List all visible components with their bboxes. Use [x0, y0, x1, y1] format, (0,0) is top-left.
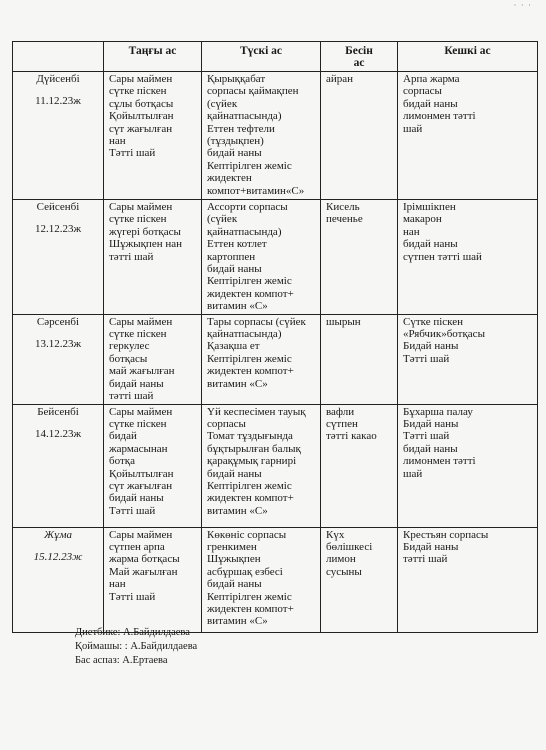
dietitian-line: Диетбике: А.Байдилдаева — [75, 627, 190, 638]
lunch-line: бидай наны — [207, 263, 262, 276]
snack-line: сүтпен — [326, 417, 358, 430]
lunch-line: Қазақша ет — [207, 340, 260, 353]
breakfast-line: Сары маймен — [109, 201, 173, 213]
lunch-line: Еттен тефтели — [207, 122, 275, 135]
lunch-line: Қырыққабат — [207, 73, 266, 85]
breakfast-line: сүтке піскен — [109, 328, 167, 341]
lunch-line: витамин «С» — [207, 300, 268, 313]
lunch-line: жидектен компот+ — [207, 287, 294, 300]
lunch-line: Үй кеспесімен тауық — [207, 405, 306, 418]
breakfast-line: Сары маймен — [109, 528, 173, 541]
header-dinner: Кешкі ас — [398, 42, 538, 72]
header-snack-line1: Бесін — [345, 45, 373, 57]
lunch-cell — [202, 72, 321, 200]
snack-line: шырын — [326, 315, 361, 328]
breakfast-line: Сары маймен — [109, 405, 173, 418]
day-cell — [13, 200, 104, 315]
snack-line: Кисель — [326, 201, 360, 213]
dinner-line: лимонмен тәтті — [403, 110, 476, 123]
breakfast-line: Тәтті шай — [109, 504, 156, 517]
breakfast-line: сүт жағылған — [109, 122, 173, 135]
dinner-line: Арпа жарма — [403, 73, 460, 85]
lunch-line: қайнатпасында) — [207, 328, 282, 341]
breakfast-line: бидай наны — [109, 377, 164, 390]
snack-line: тәтті какао — [326, 430, 377, 443]
breakfast-line: бидай — [109, 430, 137, 443]
dinner-line: шай — [403, 467, 423, 480]
day-name: Жұма — [43, 528, 73, 541]
dinner-cell — [398, 527, 538, 632]
day-cell — [13, 527, 104, 632]
weekly-menu-table — [12, 41, 538, 633]
lunch-line: Кептірілген жеміс — [207, 275, 292, 288]
breakfast-line: геркулес — [109, 340, 150, 353]
header-row — [13, 42, 538, 72]
lunch-cell — [202, 200, 321, 315]
day-date: 12.12.23ж — [34, 223, 82, 236]
lunch-line: Еттен котлет — [207, 238, 267, 251]
dinner-line: лимонмен тәтті — [403, 455, 476, 468]
lunch-line: Көкөніс сорпасы — [207, 528, 287, 541]
lunch-line: сорпасы қаймақпен — [207, 85, 299, 98]
snack-cell — [321, 404, 398, 527]
lunch-line: жидектен компот+ — [207, 492, 294, 505]
dinner-cell — [398, 404, 538, 527]
breakfast-line: жүгері ботқасы — [109, 225, 181, 238]
snack-line: лимон — [326, 553, 356, 566]
lunch-line: жидектен компот+ — [207, 365, 294, 378]
dinner-line: Бұхарша палау — [403, 405, 473, 418]
dinner-line: сүтпен тәтті шай — [403, 250, 482, 263]
snack-line: айран — [326, 73, 354, 85]
breakfast-line: Қойылтылған — [109, 467, 174, 480]
day-name: Сейсенбі — [36, 201, 80, 213]
dinner-line: Сүтке піскен — [403, 315, 464, 328]
day-cell — [13, 404, 104, 527]
breakfast-line: Сары маймен — [109, 73, 173, 85]
menu-row — [13, 527, 538, 632]
day-date: 15.12.23ж — [33, 550, 83, 563]
lunch-cell — [202, 527, 321, 632]
dinner-line: сорпасы — [403, 85, 442, 98]
lunch-line: Ассорти сорпасы — [207, 201, 288, 213]
day-date: 11.12.23ж — [35, 95, 81, 108]
dinner-line: бидай наны — [403, 97, 458, 110]
breakfast-cell — [104, 200, 202, 315]
breakfast-line: сұлы ботқасы — [109, 97, 174, 110]
menu-row — [13, 404, 538, 527]
dinner-line: Крестьян сорпасы — [403, 528, 489, 541]
lunch-line: қайнатпасында) — [207, 225, 282, 238]
snack-line: печенье — [326, 213, 363, 226]
corner-scan-mark: · · · — [513, 0, 532, 10]
day-date: 13.12.23ж — [34, 338, 82, 351]
breakfast-cell — [104, 527, 202, 632]
breakfast-line: жармасынан — [109, 442, 168, 455]
breakfast-cell — [104, 314, 202, 404]
snack-cell — [321, 527, 398, 632]
snack-cell — [321, 72, 398, 200]
day-cell — [13, 314, 104, 404]
lunch-line: қайнатпасында) — [207, 110, 282, 123]
dinner-line: Тәтті шай — [403, 430, 450, 443]
breakfast-line: тәтті шай — [109, 390, 154, 403]
header-lunch: Түскі ас — [202, 42, 321, 72]
breakfast-line: бидай наны — [109, 492, 164, 505]
day-name: Бейсенбі — [37, 405, 79, 418]
dinner-line: макарон — [403, 213, 442, 226]
lunch-line: витамин «С» — [207, 615, 268, 628]
dinner-line: бидай наны — [403, 238, 458, 251]
lunch-line: (сүйек — [207, 213, 238, 226]
breakfast-line: Май жағылған — [109, 565, 178, 578]
lunch-line: бидай наны — [207, 578, 262, 591]
breakfast-line: Қойылтылған — [109, 110, 174, 123]
snack-line: сусыны — [326, 565, 362, 578]
breakfast-line: Сары маймен — [109, 315, 173, 328]
day-cell — [13, 72, 104, 200]
dinner-line: нан — [403, 225, 420, 238]
day-name: Дүйсенбі — [36, 73, 80, 85]
lunch-line: компот+витамин«С» — [207, 184, 305, 197]
lunch-line: Кептірілген жеміс — [207, 479, 292, 492]
lunch-line: витамин «С» — [207, 504, 268, 517]
storekeeper-line: Қоймашы: : А.Байдилдаева — [75, 641, 198, 652]
lunch-line: Кептірілген жеміс — [207, 159, 292, 172]
header-snack-line2: ас — [353, 57, 365, 70]
menu-body — [13, 72, 538, 633]
breakfast-line: Тәтті шай — [109, 590, 156, 603]
dinner-cell — [398, 200, 538, 315]
day-name: Сәрсенбі — [36, 315, 80, 328]
breakfast-line: ботқасы — [109, 352, 148, 365]
dinner-line: «Рябчик»ботқасы — [403, 328, 485, 341]
snack-line: вафли — [326, 405, 355, 418]
lunch-line: жидектен компот+ — [207, 602, 294, 615]
menu-row — [13, 200, 538, 315]
lunch-line: витамин «С» — [207, 377, 268, 390]
lunch-line: Тары сорпасы (сүйек — [207, 315, 306, 328]
lunch-line: асбұршақ езбесі — [207, 565, 283, 578]
lunch-line: Кептірілген жеміс — [207, 590, 292, 603]
lunch-line: Шұжықпен — [207, 553, 261, 566]
breakfast-line: сүт жағылған — [109, 479, 173, 492]
dinner-line: Бидай наны — [403, 540, 459, 553]
dinner-line: Тәтті шай — [403, 352, 450, 365]
breakfast-line: нан — [109, 578, 126, 591]
snack-cell — [321, 200, 398, 315]
breakfast-line: май жағылған — [109, 365, 175, 378]
breakfast-line: Шұжықпен нан — [109, 238, 182, 251]
lunch-line: Томат тұздығында — [207, 430, 293, 443]
dinner-line: бидай наны — [403, 442, 458, 455]
lunch-line: сорпасы — [207, 417, 246, 430]
breakfast-line: ботқа — [109, 455, 135, 468]
breakfast-line: нан — [109, 135, 126, 148]
lunch-cell — [202, 404, 321, 527]
lunch-line: картоппен — [207, 250, 256, 263]
dinner-line: шай — [403, 122, 423, 135]
snack-cell — [321, 314, 398, 404]
breakfast-line: тәтті шай — [109, 250, 154, 263]
lunch-line: қарақұмық гарнирі — [207, 455, 297, 468]
header-breakfast: Таңғы ас — [104, 42, 202, 72]
breakfast-line: сүтке піскен — [109, 213, 167, 226]
menu-row — [13, 72, 538, 200]
breakfast-line: сүтпен арпа — [109, 540, 165, 553]
lunch-line: бидай наны — [207, 147, 262, 160]
lunch-line: бұқтырылған балық — [207, 442, 301, 455]
snack-line: бөлішкесі — [326, 540, 373, 553]
lunch-line: (тұздықпен) — [207, 135, 264, 148]
menu-row — [13, 314, 538, 404]
dinner-line: Бидай наны — [403, 340, 459, 353]
breakfast-line: жарма ботқасы — [109, 553, 180, 566]
dinner-line: Бидай наны — [403, 417, 459, 430]
breakfast-line: Тәтті шай — [109, 147, 156, 160]
signatures — [75, 626, 197, 668]
lunch-line: жидектен — [207, 172, 252, 185]
lunch-line: Кептірілген жеміс — [207, 352, 292, 365]
lunch-line: (сүйек — [207, 97, 238, 110]
breakfast-cell — [104, 404, 202, 527]
header-day — [13, 42, 104, 72]
head-cook-line: Бас аспаз: А.Ертаева — [75, 655, 168, 666]
header-snack — [321, 42, 398, 72]
dinner-line: Ірімшікпен — [403, 201, 456, 213]
breakfast-line: сүтке піскен — [109, 85, 167, 98]
lunch-cell — [202, 314, 321, 404]
day-date: 14.12.23ж — [34, 427, 82, 440]
dinner-line: тәтті шай — [403, 553, 448, 566]
dinner-cell — [398, 314, 538, 404]
dinner-cell — [398, 72, 538, 200]
lunch-line: бидай наны — [207, 467, 262, 480]
snack-line: Күх — [326, 528, 345, 541]
breakfast-cell — [104, 72, 202, 200]
breakfast-line: сүтке піскен — [109, 417, 167, 430]
lunch-line: гренкимен — [207, 540, 257, 553]
